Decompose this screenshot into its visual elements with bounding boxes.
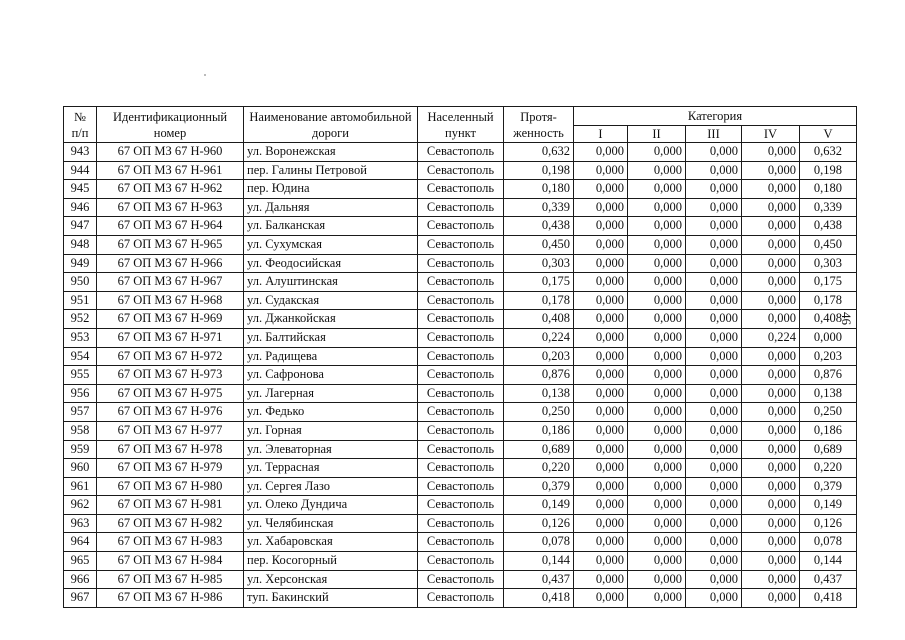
cell-settlement: Севастополь: [418, 217, 504, 236]
cell-length: 0,689: [504, 440, 574, 459]
cell-road-id: 67 ОП МЗ 67 Н-982: [97, 514, 244, 533]
cell-settlement: Севастополь: [418, 403, 504, 422]
cell-category-5: 0,186: [800, 421, 857, 440]
table-row: [64, 440, 857, 459]
cell-road-id: 67 ОП МЗ 67 Н-980: [97, 477, 244, 496]
cell-category-3: 0,000: [686, 533, 742, 552]
cell-road-id: 67 ОП МЗ 67 Н-964: [97, 217, 244, 236]
cell-category-2: 0,000: [628, 440, 686, 459]
cell-category-2: 0,000: [628, 347, 686, 366]
cell-category-5: 0,126: [800, 514, 857, 533]
table-row: [64, 514, 857, 533]
cell-road-id: 67 ОП МЗ 67 Н-985: [97, 570, 244, 589]
cell-settlement: Севастополь: [418, 459, 504, 478]
cell-road-name: ул. Хабаровская: [244, 533, 418, 552]
table-row: [64, 254, 857, 273]
cell-road-name: пер. Юдина: [244, 180, 418, 199]
table-row: [64, 143, 857, 162]
cell-category-2: 0,000: [628, 477, 686, 496]
cell-road-id: 67 ОП МЗ 67 Н-976: [97, 403, 244, 422]
cell-settlement: Севастополь: [418, 235, 504, 254]
cell-category-1: 0,000: [574, 217, 628, 236]
cell-settlement: Севастополь: [418, 440, 504, 459]
cell-settlement: Севастополь: [418, 570, 504, 589]
cell-length: 0,339: [504, 198, 574, 217]
table-row: [64, 291, 857, 310]
cell-category-4: 0,000: [742, 384, 800, 403]
table-body: [64, 143, 857, 608]
cell-category-4: 0,224: [742, 328, 800, 347]
cell-category-2: 0,000: [628, 235, 686, 254]
cell-length: 0,437: [504, 570, 574, 589]
cell-road-id: 67 ОП МЗ 67 Н-969: [97, 310, 244, 329]
cell-road-id: 67 ОП МЗ 67 Н-975: [97, 384, 244, 403]
cell-category-4: 0,000: [742, 254, 800, 273]
cell-length: 0,126: [504, 514, 574, 533]
cell-category-4: 0,000: [742, 533, 800, 552]
cell-category-2: 0,000: [628, 291, 686, 310]
cell-length: 0,876: [504, 366, 574, 385]
cell-length: 0,144: [504, 552, 574, 571]
cell-category-1: 0,000: [574, 143, 628, 162]
col-header-cat-3: III: [686, 126, 742, 143]
cell-category-2: 0,000: [628, 310, 686, 329]
cell-number: 951: [64, 291, 97, 310]
cell-category-3: 0,000: [686, 421, 742, 440]
cell-category-4: 0,000: [742, 273, 800, 292]
cell-settlement: Севастополь: [418, 310, 504, 329]
cell-length: 0,220: [504, 459, 574, 478]
table-row: [64, 403, 857, 422]
cell-number: 953: [64, 328, 97, 347]
cell-number: 945: [64, 180, 97, 199]
cell-length: 0,198: [504, 161, 574, 180]
cell-settlement: Севастополь: [418, 198, 504, 217]
col-header-name: Наименование автомобильной дороги: [244, 107, 418, 143]
cell-category-2: 0,000: [628, 180, 686, 199]
cell-category-5: 0,138: [800, 384, 857, 403]
cell-category-4: 0,000: [742, 347, 800, 366]
cell-road-name: туп. Бакинский: [244, 589, 418, 608]
table-row: [64, 180, 857, 199]
cell-number: 958: [64, 421, 97, 440]
cell-category-5: 0,178: [800, 291, 857, 310]
cell-road-name: пер. Косогорный: [244, 552, 418, 571]
table-row: [64, 366, 857, 385]
cell-length: 0,180: [504, 180, 574, 199]
cell-length: 0,186: [504, 421, 574, 440]
cell-category-5: 0,149: [800, 496, 857, 515]
cell-category-3: 0,000: [686, 514, 742, 533]
col-header-category: Категория: [574, 107, 857, 126]
cell-category-1: 0,000: [574, 570, 628, 589]
cell-length: 0,418: [504, 589, 574, 608]
cell-road-name: ул. Сухумская: [244, 235, 418, 254]
cell-category-1: 0,000: [574, 589, 628, 608]
cell-category-3: 0,000: [686, 328, 742, 347]
table-row: [64, 217, 857, 236]
cell-number: 955: [64, 366, 97, 385]
cell-category-3: 0,000: [686, 366, 742, 385]
cell-category-4: 0,000: [742, 477, 800, 496]
table-row: [64, 310, 857, 329]
cell-length: 0,408: [504, 310, 574, 329]
cell-length: 0,203: [504, 347, 574, 366]
table-row: [64, 347, 857, 366]
cell-category-1: 0,000: [574, 533, 628, 552]
cell-category-3: 0,000: [686, 552, 742, 571]
cell-category-3: 0,000: [686, 310, 742, 329]
cell-settlement: Севастополь: [418, 180, 504, 199]
cell-road-id: 67 ОП МЗ 67 Н-962: [97, 180, 244, 199]
cell-road-id: 67 ОП МЗ 67 Н-983: [97, 533, 244, 552]
table-row: [64, 570, 857, 589]
cell-category-1: 0,000: [574, 180, 628, 199]
cell-category-4: 0,000: [742, 552, 800, 571]
cell-settlement: Севастополь: [418, 254, 504, 273]
cell-road-name: ул. Херсонская: [244, 570, 418, 589]
cell-road-id: 67 ОП МЗ 67 Н-961: [97, 161, 244, 180]
cell-road-id: 67 ОП МЗ 67 Н-972: [97, 347, 244, 366]
col-header-id: Идентификационный номер: [97, 107, 244, 143]
cell-category-3: 0,000: [686, 403, 742, 422]
table-row: [64, 198, 857, 217]
cell-category-5: 0,450: [800, 235, 857, 254]
cell-length: 0,450: [504, 235, 574, 254]
cell-category-1: 0,000: [574, 254, 628, 273]
cell-category-3: 0,000: [686, 198, 742, 217]
cell-category-5: 0,175: [800, 273, 857, 292]
cell-length: 0,178: [504, 291, 574, 310]
col-header-length: Протя- женность: [504, 107, 574, 143]
cell-category-1: 0,000: [574, 328, 628, 347]
cell-number: 966: [64, 570, 97, 589]
table-row: [64, 384, 857, 403]
cell-road-id: 67 ОП МЗ 67 Н-981: [97, 496, 244, 515]
cell-category-3: 0,000: [686, 235, 742, 254]
cell-category-4: 0,000: [742, 310, 800, 329]
cell-category-2: 0,000: [628, 198, 686, 217]
col-header-num: № п/п: [64, 107, 97, 143]
cell-category-2: 0,000: [628, 254, 686, 273]
header-row-1: [64, 107, 857, 126]
cell-category-3: 0,000: [686, 143, 742, 162]
cell-number: 950: [64, 273, 97, 292]
cell-category-4: 0,000: [742, 235, 800, 254]
cell-road-name: ул. Алуштинская: [244, 273, 418, 292]
cell-category-5: 0,144: [800, 552, 857, 571]
cell-road-id: 67 ОП МЗ 67 Н-971: [97, 328, 244, 347]
cell-category-5: 0,408: [800, 310, 857, 329]
table-row: [64, 552, 857, 571]
cell-category-4: 0,000: [742, 403, 800, 422]
col-header-cat-2: II: [628, 126, 686, 143]
cell-settlement: Севастополь: [418, 161, 504, 180]
cell-category-5: 0,876: [800, 366, 857, 385]
cell-road-id: 67 ОП МЗ 67 Н-977: [97, 421, 244, 440]
cell-length: 0,632: [504, 143, 574, 162]
cell-category-4: 0,000: [742, 496, 800, 515]
table-row: [64, 328, 857, 347]
cell-category-1: 0,000: [574, 366, 628, 385]
col-header-cat-5: V: [800, 126, 857, 143]
cell-category-1: 0,000: [574, 403, 628, 422]
cell-category-5: 0,418: [800, 589, 857, 608]
cell-settlement: Севастополь: [418, 384, 504, 403]
cell-number: 944: [64, 161, 97, 180]
cell-category-3: 0,000: [686, 273, 742, 292]
cell-category-4: 0,000: [742, 161, 800, 180]
cell-settlement: Севастополь: [418, 552, 504, 571]
cell-settlement: Севастополь: [418, 328, 504, 347]
cell-category-5: 0,078: [800, 533, 857, 552]
cell-category-4: 0,000: [742, 291, 800, 310]
table-row: [64, 273, 857, 292]
cell-category-1: 0,000: [574, 477, 628, 496]
cell-number: 965: [64, 552, 97, 571]
cell-category-2: 0,000: [628, 273, 686, 292]
cell-category-5: 0,339: [800, 198, 857, 217]
cell-road-name: ул. Лагерная: [244, 384, 418, 403]
table-row: [64, 496, 857, 515]
cell-category-2: 0,000: [628, 328, 686, 347]
cell-category-5: 0,438: [800, 217, 857, 236]
col-header-cat-4: IV: [742, 126, 800, 143]
cell-category-3: 0,000: [686, 254, 742, 273]
cell-settlement: Севастополь: [418, 421, 504, 440]
cell-category-3: 0,000: [686, 161, 742, 180]
cell-category-1: 0,000: [574, 273, 628, 292]
cell-road-name: ул. Сафронова: [244, 366, 418, 385]
cell-road-id: 67 ОП МЗ 67 Н-963: [97, 198, 244, 217]
cell-length: 0,303: [504, 254, 574, 273]
cell-category-4: 0,000: [742, 198, 800, 217]
cell-road-id: 67 ОП МЗ 67 Н-979: [97, 459, 244, 478]
cell-category-1: 0,000: [574, 347, 628, 366]
cell-settlement: Севастополь: [418, 366, 504, 385]
cell-category-1: 0,000: [574, 440, 628, 459]
cell-road-id: 67 ОП МЗ 67 Н-984: [97, 552, 244, 571]
cell-category-4: 0,000: [742, 514, 800, 533]
cell-category-2: 0,000: [628, 552, 686, 571]
cell-category-1: 0,000: [574, 459, 628, 478]
scan-speck: [204, 74, 206, 76]
cell-category-4: 0,000: [742, 589, 800, 608]
col-header-cat-1: I: [574, 126, 628, 143]
cell-settlement: Севастополь: [418, 514, 504, 533]
cell-road-name: ул. Балтийская: [244, 328, 418, 347]
col-header-city: Населенный пункт: [418, 107, 504, 143]
cell-number: 956: [64, 384, 97, 403]
cell-settlement: Севастополь: [418, 477, 504, 496]
cell-road-name: ул. Сергея Лазо: [244, 477, 418, 496]
cell-category-5: 0,689: [800, 440, 857, 459]
cell-road-id: 67 ОП МЗ 67 Н-960: [97, 143, 244, 162]
cell-length: 0,138: [504, 384, 574, 403]
cell-category-4: 0,000: [742, 180, 800, 199]
cell-category-1: 0,000: [574, 161, 628, 180]
cell-number: 963: [64, 514, 97, 533]
cell-length: 0,149: [504, 496, 574, 515]
cell-number: 959: [64, 440, 97, 459]
cell-number: 948: [64, 235, 97, 254]
cell-category-3: 0,000: [686, 440, 742, 459]
cell-category-2: 0,000: [628, 533, 686, 552]
cell-number: 954: [64, 347, 97, 366]
cell-road-name: ул. Федько: [244, 403, 418, 422]
cell-category-5: 0,632: [800, 143, 857, 162]
cell-road-id: 67 ОП МЗ 67 Н-966: [97, 254, 244, 273]
cell-settlement: Севастополь: [418, 273, 504, 292]
cell-number: 961: [64, 477, 97, 496]
cell-number: 964: [64, 533, 97, 552]
cell-category-2: 0,000: [628, 496, 686, 515]
table-row: [64, 589, 857, 608]
cell-road-name: ул. Террасная: [244, 459, 418, 478]
cell-category-4: 0,000: [742, 217, 800, 236]
cell-category-3: 0,000: [686, 217, 742, 236]
cell-category-3: 0,000: [686, 347, 742, 366]
table-row: [64, 477, 857, 496]
cell-category-2: 0,000: [628, 589, 686, 608]
cell-category-3: 0,000: [686, 477, 742, 496]
cell-length: 0,250: [504, 403, 574, 422]
cell-road-name: ул. Феодосийская: [244, 254, 418, 273]
cell-length: 0,224: [504, 328, 574, 347]
table-row: [64, 533, 857, 552]
cell-road-name: ул. Олеко Дундича: [244, 496, 418, 515]
roads-table: [63, 106, 857, 608]
cell-road-name: ул. Радищева: [244, 347, 418, 366]
cell-category-2: 0,000: [628, 403, 686, 422]
table-row: [64, 459, 857, 478]
cell-category-1: 0,000: [574, 310, 628, 329]
cell-category-2: 0,000: [628, 514, 686, 533]
cell-category-3: 0,000: [686, 496, 742, 515]
cell-category-5: 0,437: [800, 570, 857, 589]
cell-category-1: 0,000: [574, 496, 628, 515]
cell-category-5: 0,220: [800, 459, 857, 478]
table-row: [64, 161, 857, 180]
cell-category-5: 0,203: [800, 347, 857, 366]
cell-road-name: ул. Балканская: [244, 217, 418, 236]
cell-category-4: 0,000: [742, 366, 800, 385]
cell-number: 967: [64, 589, 97, 608]
cell-number: 947: [64, 217, 97, 236]
cell-category-2: 0,000: [628, 366, 686, 385]
cell-number: 949: [64, 254, 97, 273]
cell-road-name: ул. Челябинская: [244, 514, 418, 533]
cell-category-1: 0,000: [574, 421, 628, 440]
cell-category-3: 0,000: [686, 180, 742, 199]
cell-category-1: 0,000: [574, 198, 628, 217]
cell-category-3: 0,000: [686, 291, 742, 310]
cell-road-name: ул. Дальняя: [244, 198, 418, 217]
table-row: [64, 235, 857, 254]
cell-category-1: 0,000: [574, 384, 628, 403]
cell-category-5: 0,198: [800, 161, 857, 180]
cell-number: 957: [64, 403, 97, 422]
cell-settlement: Севастополь: [418, 533, 504, 552]
cell-settlement: Севастополь: [418, 291, 504, 310]
cell-category-2: 0,000: [628, 217, 686, 236]
cell-category-4: 0,000: [742, 143, 800, 162]
cell-length: 0,379: [504, 477, 574, 496]
cell-settlement: Севастополь: [418, 589, 504, 608]
cell-category-5: 0,379: [800, 477, 857, 496]
cell-road-id: 67 ОП МЗ 67 Н-968: [97, 291, 244, 310]
cell-category-4: 0,000: [742, 421, 800, 440]
cell-road-id: 67 ОП МЗ 67 Н-986: [97, 589, 244, 608]
cell-category-2: 0,000: [628, 384, 686, 403]
cell-road-name: ул. Горная: [244, 421, 418, 440]
cell-category-3: 0,000: [686, 570, 742, 589]
cell-length: 0,078: [504, 533, 574, 552]
table-row: [64, 421, 857, 440]
cell-road-name: ул. Джанкойская: [244, 310, 418, 329]
cell-category-3: 0,000: [686, 589, 742, 608]
cell-category-4: 0,000: [742, 440, 800, 459]
cell-category-1: 0,000: [574, 291, 628, 310]
cell-road-id: 67 ОП МЗ 67 Н-967: [97, 273, 244, 292]
cell-category-1: 0,000: [574, 552, 628, 571]
cell-length: 0,438: [504, 217, 574, 236]
cell-settlement: Севастополь: [418, 496, 504, 515]
cell-settlement: Севастополь: [418, 143, 504, 162]
cell-number: 952: [64, 310, 97, 329]
cell-number: 962: [64, 496, 97, 515]
cell-road-name: ул. Воронежская: [244, 143, 418, 162]
cell-road-id: 67 ОП МЗ 67 Н-965: [97, 235, 244, 254]
cell-category-5: 0,000: [800, 328, 857, 347]
cell-road-id: 67 ОП МЗ 67 Н-973: [97, 366, 244, 385]
cell-number: 943: [64, 143, 97, 162]
cell-category-2: 0,000: [628, 143, 686, 162]
cell-category-5: 0,303: [800, 254, 857, 273]
cell-road-name: пер. Галины Петровой: [244, 161, 418, 180]
cell-road-id: 67 ОП МЗ 67 Н-978: [97, 440, 244, 459]
cell-length: 0,175: [504, 273, 574, 292]
cell-category-3: 0,000: [686, 384, 742, 403]
cell-category-5: 0,250: [800, 403, 857, 422]
cell-category-5: 0,180: [800, 180, 857, 199]
cell-category-4: 0,000: [742, 459, 800, 478]
cell-category-2: 0,000: [628, 570, 686, 589]
cell-number: 946: [64, 198, 97, 217]
cell-road-name: ул. Элеваторная: [244, 440, 418, 459]
cell-category-2: 0,000: [628, 161, 686, 180]
cell-category-4: 0,000: [742, 570, 800, 589]
cell-category-2: 0,000: [628, 459, 686, 478]
page-number: 46: [839, 312, 854, 325]
cell-road-name: ул. Судакская: [244, 291, 418, 310]
cell-settlement: Севастополь: [418, 347, 504, 366]
cell-number: 960: [64, 459, 97, 478]
cell-category-2: 0,000: [628, 421, 686, 440]
cell-category-1: 0,000: [574, 514, 628, 533]
cell-category-3: 0,000: [686, 459, 742, 478]
cell-category-1: 0,000: [574, 235, 628, 254]
